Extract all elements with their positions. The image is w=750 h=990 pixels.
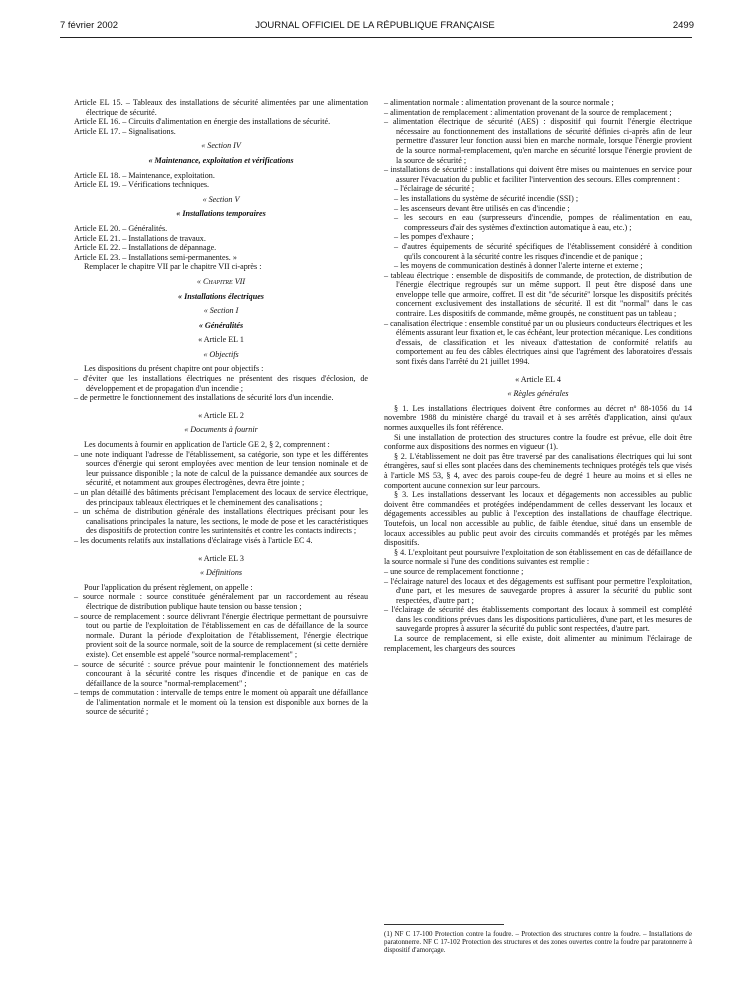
section-iv-title: « Maintenance, exploitation et vérifications	[148, 155, 294, 165]
section-i-heading: « Section I	[203, 306, 239, 316]
definition-item: – tableau électrique : ensemble de dispositifs de commande, de protection, de distribution de l'énergie électrique regroupés sur un même support. Il peut être disposé dans une enveloppe telle que armoire, coffret. Il est dit "de sécurité" lorsque les dispositifs précités concernent exclusivement des installations de sécurité. Il est dit "normal" dans le cas contraire. Les dispositifs de commande, même groupés, ne constituent pas un tableau ;	[384, 270, 692, 319]
paragraph-1b: Si une installation de protection des structures contre la foudre est prévue, elle doit être conforme aux dispositions des normes en vigueur (1).	[384, 432, 692, 452]
safety-installation-item: – d'autres équipements de sécurité spécifiques de l'établissement considéré à condition qu'ils concourent à la sécurité contre les risques d'incendie et de panique ;	[394, 241, 692, 261]
definitions-intro: Pour l'application du présent règlement, on appelle :	[84, 582, 253, 592]
safety-installation-item: – les ascenseurs devant être utilisés en cas d'incendie ;	[394, 203, 570, 213]
footnote: (1) NF C 17-100 Protection contre la foudre. – Protection des structures contre la foudre. – Installations de paratonnerre. NF C 17-102 Protection des structures et des zones ouvertes contre la foudre par paratonnerre à dispositif d'amorçage.	[384, 930, 692, 954]
header-page-number: 2499	[672, 20, 694, 31]
article-el22: Article EL 22. – Installations de dépannage.	[74, 243, 217, 253]
article-el17: Article EL 17. – Signalisations.	[74, 126, 176, 136]
paragraph-1: § 1. Les installations électriques doivent être conformes au décret nº 88-1056 du 14 novembre 1988 du ministère chargé du travail et à ses arrêtés d'application, ainsi qu'aux normes auxquelles ils font référence.	[384, 403, 692, 432]
safety-installation-item: – les moyens de communication destinés à donner l'alerte interne et externe ;	[394, 261, 643, 271]
document-item: – une note indiquant l'adresse de l'établissement, sa catégorie, son type et les différentes sources d'énergie qui seront employées avec mention de leur tension nominale et de leur puissance disponible ; la note de calcul de la puissance demandée aux sources de sécurité, et notamment aux groupes électrogènes, devra être jointe ;	[74, 449, 368, 488]
paragraph-2: § 2. L'établissement ne doit pas être traversé par des canalisations électriques qui lui sont étrangères, sauf si elles sont placées dans des cheminements techniques protégés tels que visés à l'article MS 53, § 4, avec des parois coupe-feu de degré 1 heure au moins et si elles ne comportent aucune connexion sur leur parcours.	[384, 451, 692, 490]
safety-installation-item: – les installations du système de sécurité incendie (SSI) ;	[394, 193, 579, 203]
paragraph-5: La source de remplacement, si elle existe, doit alimenter au minimum l'éclairage de remplacement, les chargeurs des sources	[384, 634, 692, 653]
page-header	[0, 20, 750, 36]
article-el1-heading: « Article EL 1	[198, 335, 244, 345]
condition-item: – une source de remplacement fonctionne ;	[384, 566, 524, 576]
article-el21: Article EL 21. – Installations de travaux.	[74, 233, 206, 243]
article-el23: Article EL 23. – Installations semi-permanentes. »	[74, 252, 237, 262]
definition-item: – temps de commutation : intervalle de temps entre le moment où apparaît une défaillance de l'alimentation normale et le moment où la tension est disponible aux bornes de la source de sécurité ;	[74, 688, 368, 717]
footnote-rule	[384, 924, 504, 925]
article-el16: Article EL 16. – Circuits d'alimentation en énergie des installations de sécurité.	[74, 117, 331, 127]
definition-item: – canalisation électrique : ensemble constitué par un ou plusieurs conducteurs électriques et les éléments assurant leur fixation et, le cas échéant, leur protection mécanique. Les conditions d'essais, de classification et les niveaux d'attestation de conformité relatifs au comportement au feu des câbles électriques ainsi que l'agrément des laboratoires d'essais sont fixés dans l'arrêté du 21 juillet 1994.	[384, 318, 692, 367]
article-el3-title: « Définitions	[199, 568, 243, 578]
article-el15: Article EL 15. – Tableaux des installations de sécurité alimentées par une alimentation électrique de sécurité.	[74, 98, 368, 117]
objective-item: – d'éviter que les installations électriques ne présentent des risques d'éclosion, de développement et de propagation d'un incendie ;	[74, 374, 368, 393]
document-item: – les documents relatifs aux installations d'éclairage visés à l'article EC 4.	[74, 535, 313, 545]
chapter-heading: « Chapitre VII	[196, 276, 246, 286]
header-title: JOURNAL OFFICIEL DE LA RÉPUBLIQUE FRANÇAISE	[255, 20, 495, 31]
document-item: – un plan détaillé des bâtiments précisant l'emplacement des locaux de service électrique, des principaux tableaux électriques et le cheminement des canalisations ;	[74, 488, 368, 507]
documents-intro: Les documents à fournir en application de l'article GE 2, § 2, comprennent :	[84, 440, 330, 450]
paragraph-4: § 4. L'exploitant peut poursuivre l'exploitation de son établissement en cas de défaillance de la source normale si l'une des conditions suivantes est remplie :	[384, 547, 692, 567]
objectives-intro: Les dispositions du présent chapitre ont pour objectifs :	[84, 364, 264, 374]
header-rule	[60, 37, 692, 38]
article-el18: Article EL 18. – Maintenance, exploitation.	[74, 170, 215, 180]
replace-instruction: Remplacer le chapitre VII par le chapitre VII ci-après :	[84, 262, 262, 272]
safety-installation-item: – les secours en eau (surpresseurs d'incendie, pompes de réalimentation en eau, compresseurs d'air des systèmes d'extinction automatique à eau, etc.) ;	[394, 213, 692, 232]
definition-item: – source de remplacement : source délivrant l'énergie électrique permettant de poursuivre tout ou partie de l'exploitation de l'établissement en cas de défaillance de la source normale. Durant la période d'exploitation de l'établissement, l'énergie électrique provient soit de la source normale, soit de la source de remplacement (si cette dernière existe). Cet ensemble est appelé "source normal-remplacement" ;	[74, 611, 368, 659]
article-el1-title: « Objectifs	[203, 349, 239, 359]
article-el20: Article EL 20. – Généralités.	[74, 223, 168, 233]
definition-item: – alimentation de remplacement : alimentation provenant de la source de remplacement ;	[384, 107, 672, 117]
paragraph-3: § 3. Les installations desservant les locaux et dégagements non accessibles au public doivent être commandées et protégées indépendamment de celles desservant les locaux et dégagements accessibles au public à l'exception des installations de chauffage électrique. Toutefois, un local non accessible au public, de faible étendue, situé dans un ensemble de locaux accessibles au public peut avoir des circuits commandés et protégés par les mêmes dispositifs.	[384, 490, 692, 548]
condition-item: – l'éclairage naturel des locaux et des dégagements est suffisant pour permettre l'exploitation, d'une part, et les mesures de sauvegarde propres à assurer la sécurité du public sont respectées, d'autre part ;	[384, 576, 692, 605]
right-column	[384, 98, 692, 653]
objective-item: – de permettre le fonctionnement des installations de sécurité lors d'un incendie.	[74, 393, 334, 403]
article-el2-title: « Documents à fournir	[184, 425, 258, 435]
definition-item: – source de sécurité : source prévue pour maintenir le fonctionnement des matériels concourant à la sécurité contre les risques d'incendie et de panique en cas de défaillance de la source "normal-remplacement" ;	[74, 659, 368, 688]
section-v-heading: « Section V	[202, 194, 240, 204]
article-el2-heading: « Article EL 2	[198, 410, 244, 420]
safety-installation-item: – les pompes d'exhaure ;	[394, 232, 474, 242]
document-item: – un schéma de distribution générale des installations électriques précisant pour les canalisations principales la nature, les sections, le mode de pose et les caractéristiques des dispositifs de protection contre les surintensités et contre les contacts indirects ;	[74, 507, 368, 536]
definition-item: – source normale : source constituée généralement par un raccordement au réseau électrique de distribution publique haute tension ou basse tension ;	[74, 592, 368, 611]
section-v-title: « Installations temporaires	[176, 209, 266, 219]
section-i-title: « Généralités	[198, 320, 244, 330]
definition-item: – alimentation normale : alimentation provenant de la source normale ;	[384, 98, 614, 107]
chapter-title: « Installations électriques	[178, 291, 264, 301]
article-el19: Article EL 19. – Vérifications techniques.	[74, 180, 210, 190]
article-el3-heading: « Article EL 3	[198, 553, 244, 563]
article-el4-title: « Règles générales	[507, 389, 569, 399]
condition-item: – l'éclairage de sécurité des établissements comportant des locaux à sommeil est complété dans les conditions prévues dans les dispositions particulières, d'une part, et les mesures de sauvegarde propres à assurer la sécurité du public sont respectées, d'autre part.	[384, 605, 692, 634]
header-date: 7 février 2002	[60, 20, 119, 31]
article-el4-heading: « Article EL 4	[515, 374, 561, 384]
left-column	[74, 98, 368, 717]
definition-item: – alimentation électrique de sécurité (AES) : dispositif qui fournit l'énergie électrique nécessaire au fonctionnement des installations de sécurité définies ci-après afin de leur permettre d'assurer leur fonction aussi bien en marche normale, lorsque l'énergie provient de la source normal-remplacement, qu'en marche en sécurité lorsque l'énergie provient de la source de sécurité ;	[384, 117, 692, 165]
definition-item: – installations de sécurité : installations qui doivent être mises ou maintenues en service pour assurer l'évacuation du public et faciliter l'intervention des secours. Elles comprennent :	[384, 165, 692, 184]
safety-installation-item: – l'éclairage de sécurité ;	[394, 184, 475, 194]
section-iv-heading: « Section IV	[201, 141, 241, 151]
